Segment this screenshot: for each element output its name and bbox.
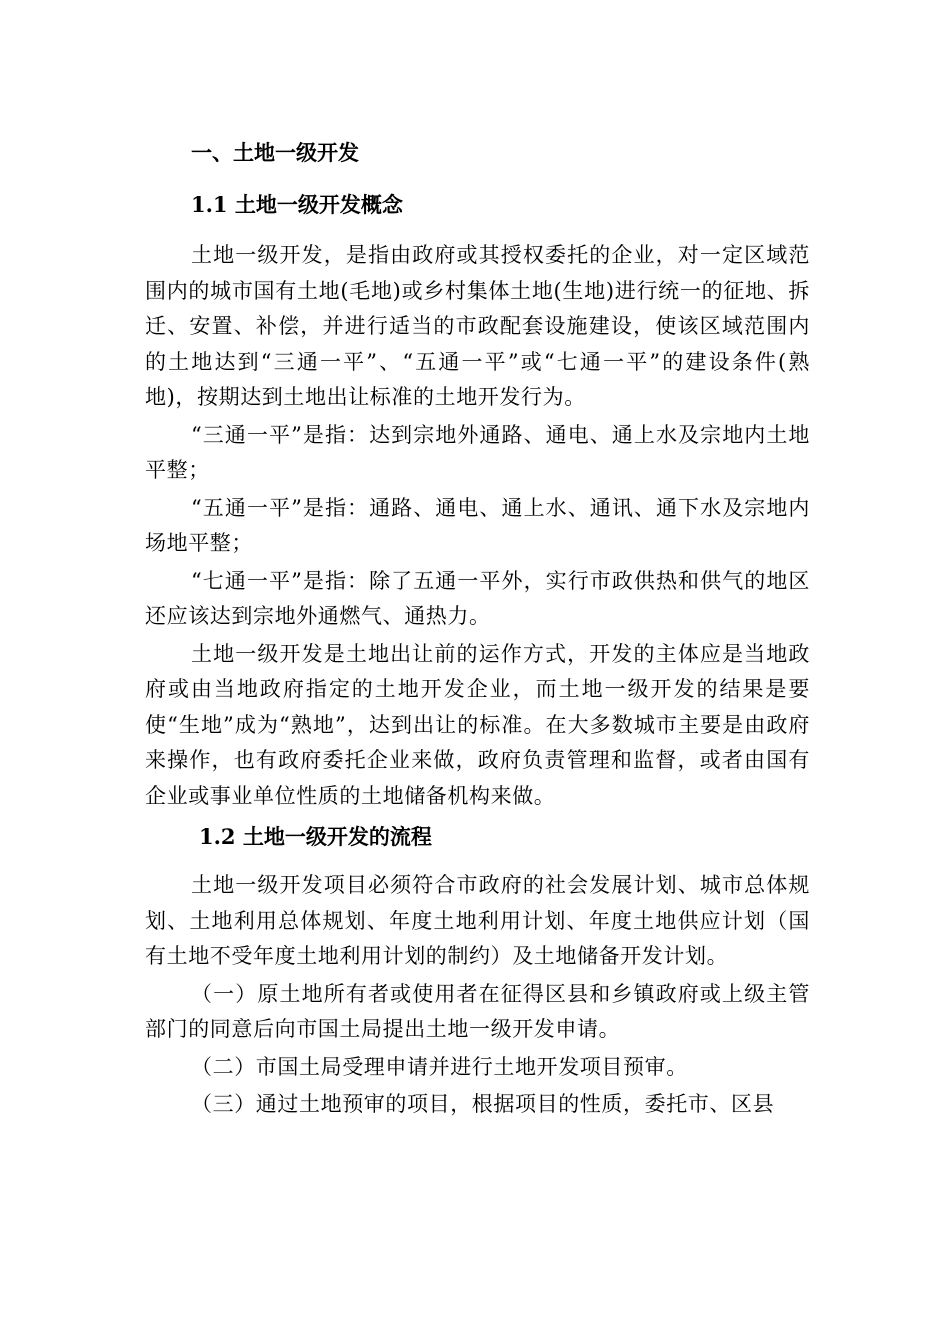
- section-heading-1-1: 1.1 土地一级开发概念: [191, 192, 403, 217]
- paragraph-process: 土地一级开发项目必须符合市政府的社会发展计划、城市总体规划、土地利用总体规划、年度土地利用计划、年度土地供应计划（国有土地不受年度土地利用计划的制约）及土地储备开发计划。: [145, 873, 810, 968]
- paragraph-qitong: “七通一平”是指：除了五通一平外，实行市政供热和供气的地区还应该达到宗地外通燃气、通热力。: [145, 568, 810, 628]
- document-body: [145, 138, 810, 1125]
- paragraph-definition: 土地一级开发，是指由政府或其授权委托的企业，对一定区域范围内的城市国有土地(毛地)或乡村集体土地(生地)进行统一的征地、拆迁、安置、补偿，并进行适当的市政配套设施建设，使该区域范围内的土地达到“三通一平”、“五通一平”或“七通一平”的建设条件(熟地)，按期达到土地出让标准的土地开发行为。: [145, 243, 810, 409]
- process-step-1: （一）原土地所有者或使用者在征得区县和乡镇政府或上级主管部门的同意后向市国土局提出土地一级开发申请。: [145, 981, 810, 1041]
- process-step-2: （二）市国土局受理申请并进行土地开发项目预审。: [191, 1054, 688, 1079]
- paragraph-wutong: “五通一平”是指：通路、通电、通上水、通讯、通下水及宗地内场地平整；: [145, 495, 810, 555]
- paragraph-santong: “三通一平”是指：达到宗地外通路、通电、通上水及宗地内土地平整；: [145, 422, 810, 482]
- paragraph-operation: 土地一级开发是土地出让前的运作方式，开发的主体应是当地政府或由当地政府指定的土地开发企业，而土地一级开发的结果是要使“生地”成为“熟地”，达到出让的标准。在大多数城市主要是由政府来操作，也有政府委托企业来做，政府负责管理和监督，或者由国有企业或事业单位性质的土地储备机构来做。: [145, 641, 810, 808]
- section-heading-1: 一、土地一级开发: [191, 140, 359, 165]
- process-step-3: （三）通过土地预审的项目，根据项目的性质，委托市、区县: [191, 1092, 775, 1116]
- section-heading-1-2: 1.2 土地一级开发的流程: [199, 824, 432, 849]
